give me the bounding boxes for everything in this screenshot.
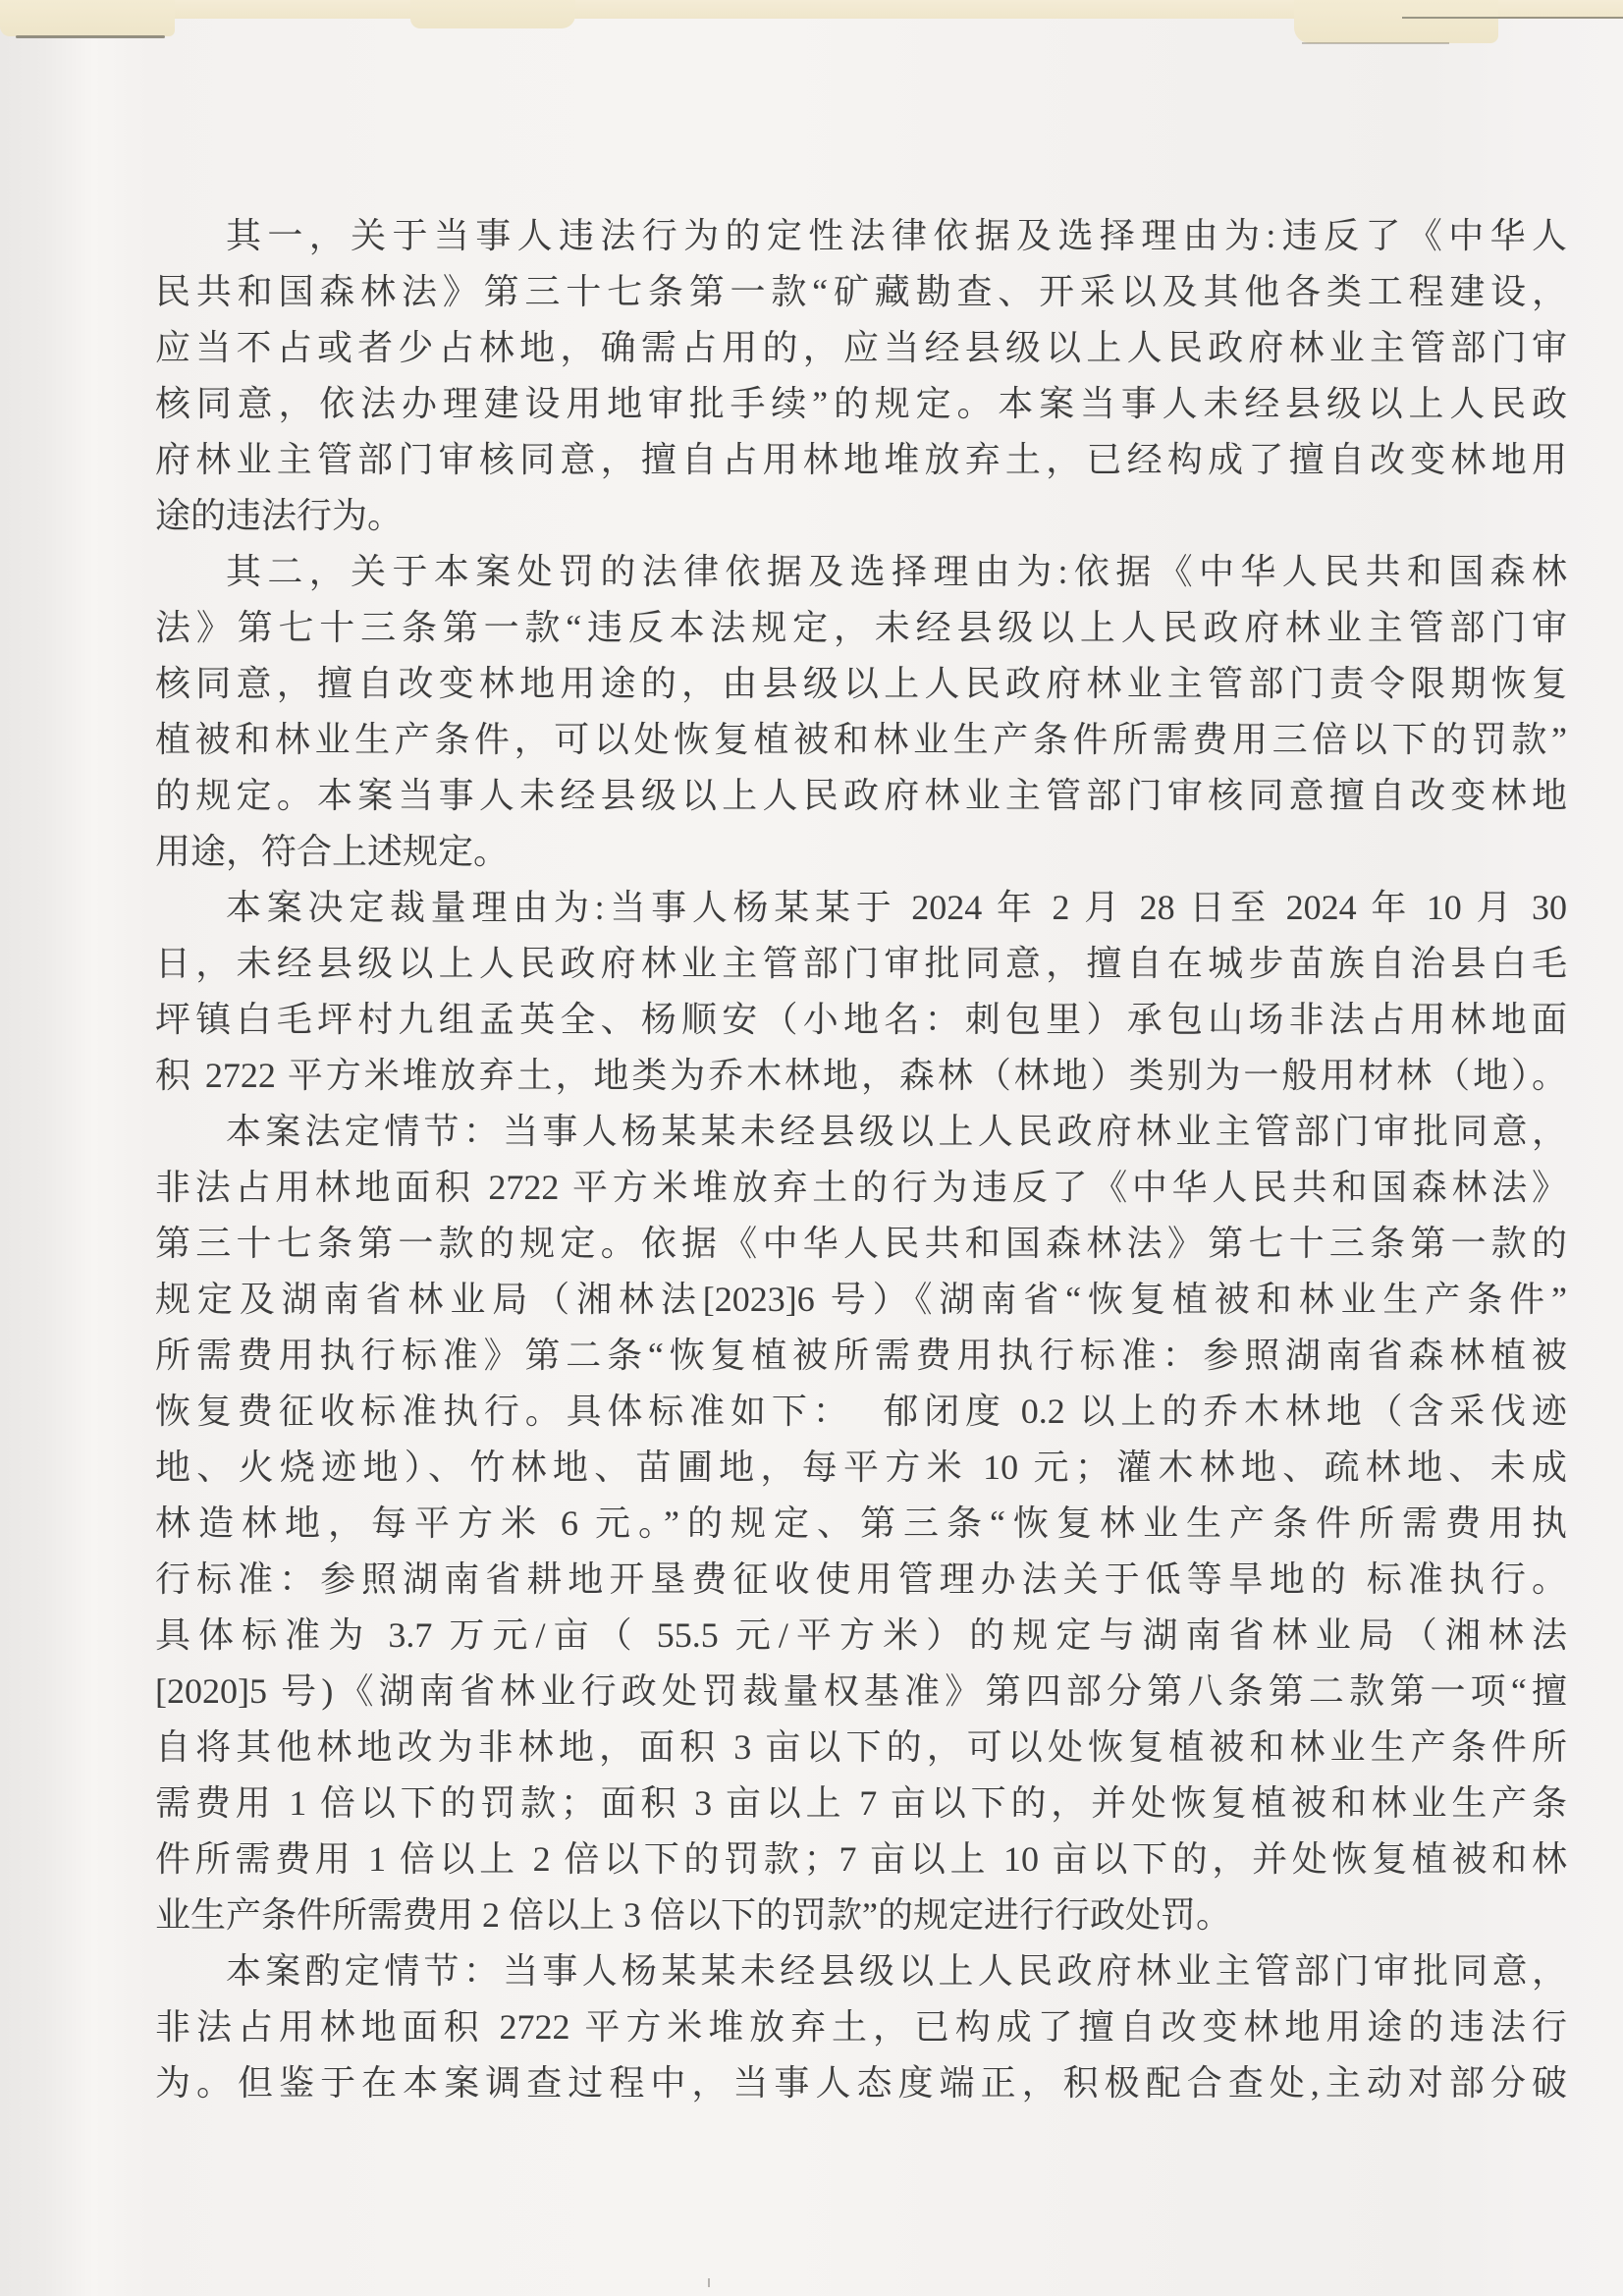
page-top-edge [0, 0, 1623, 59]
scan-edge-shadow [1402, 17, 1623, 19]
text-line: 本案决定裁量理由为:当事人杨某某于 2024 年 2 月 28 日至 2024 年 10 月 30 [226, 888, 1567, 927]
text-line: 核同意，擅自改变林地用途的，由县级以上人民政府林业主管部门责令限期恢复 [155, 664, 1567, 703]
text-line: 业生产条件所需费用 2 倍以上 3 倍以下的罚款”的规定进行行政处罚。 [155, 1895, 1231, 1935]
text-line: 府林业主管部门审核同意，擅自占用林地堆放弃土，已经构成了擅自改变林地用 [155, 440, 1567, 479]
text-line: 应当不占或者少占林地，确需占用的，应当经县级以上人民政府林业主管部门审 [155, 328, 1567, 367]
text-line: 其二，关于本案处罚的法律依据及选择理由为:依据《中华人民共和国森林 [226, 552, 1567, 591]
text-line: 为。但鉴于在本案调查过程中，当事人态度端正，积极配合查处,主动对部分破 [155, 2063, 1567, 2103]
scan-edge-artifact [1294, 0, 1498, 43]
text-line: 第三十七条第一款的规定。依据《中华人民共和国森林法》第七十三条第一款的 [155, 1224, 1567, 1263]
text-line: 积 2722 平方米堆放弃土，地类为乔木林地，森林（林地）类别为一般用材林（地）。 [155, 1056, 1567, 1095]
text-line: 自将其他林地改为非林地，面积 3 亩以下的，可以处恢复植被和林业生产条件所 [155, 1727, 1567, 1767]
document-text [155, 208, 1567, 2111]
text-line: 用途，符合上述规定。 [155, 832, 510, 871]
text-line: 所需费用执行标准》第二条“恢复植被所需费用执行标准：参照湖南省森林植被 [155, 1336, 1567, 1375]
paragraph [155, 1943, 1567, 2111]
text-line: 林造林地，每平方米 6 元。”的规定、第三条“恢复林业生产条件所需费用执 [155, 1503, 1567, 1543]
text-line: [2020]5 号)《湖南省林业行政处罚裁量权基准》第四部分第八条第二款第一项“擅 [155, 1671, 1567, 1711]
text-line: 民共和国森林法》第三十七条第一款“矿藏勘查、开采以及其他各类工程建设， [155, 272, 1567, 311]
text-line: 的规定。本案当事人未经县级以上人民政府林业主管部门审核同意擅自改变林地 [155, 776, 1567, 815]
text-line: 恢复费征收标准执行。具体标准如下： 郁闭度 0.2 以上的乔木林地（含采伐迹 [155, 1392, 1567, 1431]
text-line: 非法占用林地面积 2722 平方米堆放弃土，已构成了擅自改变林地用途的违法行 [155, 2007, 1567, 2047]
paragraph [155, 880, 1567, 1104]
paragraph [155, 208, 1567, 544]
text-line: 具体标准为 3.7 万元/亩（ 55.5 元/平方米）的规定与湖南省林业局（湘林法 [155, 1615, 1567, 1655]
text-line: 日，未经县级以上人民政府林业主管部门审批同意，擅自在城步苗族自治县白毛 [155, 944, 1567, 983]
scan-edge-shadow [1302, 42, 1449, 44]
text-line: 法》第七十三条第一款“违反本法规定，未经县级以上人民政府林业主管部门审 [155, 608, 1567, 647]
text-line: 其一，关于当事人违法行为的定性法律依据及选择理由为:违反了《中华人 [226, 216, 1567, 255]
text-line: 坪镇白毛坪村九组孟英全、杨顺安（小地名：刺包里）承包山场非法占用林地面 [155, 1000, 1567, 1039]
text-line: 地、火烧迹地）、竹林地、苗圃地，每平方米 10 元；灌木林地、疏林地、未成 [155, 1448, 1567, 1487]
text-line: 核同意，依法办理建设用地审批手续”的规定。本案当事人未经县级以上人民政 [155, 384, 1567, 423]
text-line: 本案法定情节：当事人杨某某未经县级以上人民政府林业主管部门审批同意， [226, 1112, 1567, 1151]
text-line: 需费用 1 倍以下的罚款；面积 3 亩以上 7 亩以下的，并处恢复植被和林业生产条 [155, 1783, 1567, 1823]
text-line: 非法占用林地面积 2722 平方米堆放弃土的行为违反了《中华人民共和国森林法》 [155, 1168, 1567, 1207]
text-line: 件所需费用 1 倍以上 2 倍以下的罚款；7 亩以上 10 亩以下的，并处恢复植被和林 [155, 1839, 1567, 1879]
text-line: 行标准：参照湖南省耕地开垦费征收使用管理办法关于低等旱地的 标准执行。 [155, 1559, 1567, 1599]
text-line: 规定及湖南省林业局（湘林法[2023]6 号）《湖南省“恢复植被和林业生产条件” [155, 1280, 1567, 1319]
paragraph [155, 544, 1567, 880]
text-line: 本案酌定情节：当事人杨某某未经县级以上人民政府林业主管部门审批同意， [226, 1951, 1567, 1991]
text-line: 途的违法行为。 [155, 496, 404, 535]
text-line: 植被和林业生产条件，可以处恢复植被和林业生产条件所需费用三倍以下的罚款” [155, 720, 1567, 759]
scan-edge-shadow [16, 35, 165, 38]
scan-edge-artifact [410, 0, 575, 28]
scan-speck-artifact [708, 2278, 710, 2287]
paragraph [155, 1104, 1567, 1943]
scan-edge-artifact [0, 0, 175, 36]
